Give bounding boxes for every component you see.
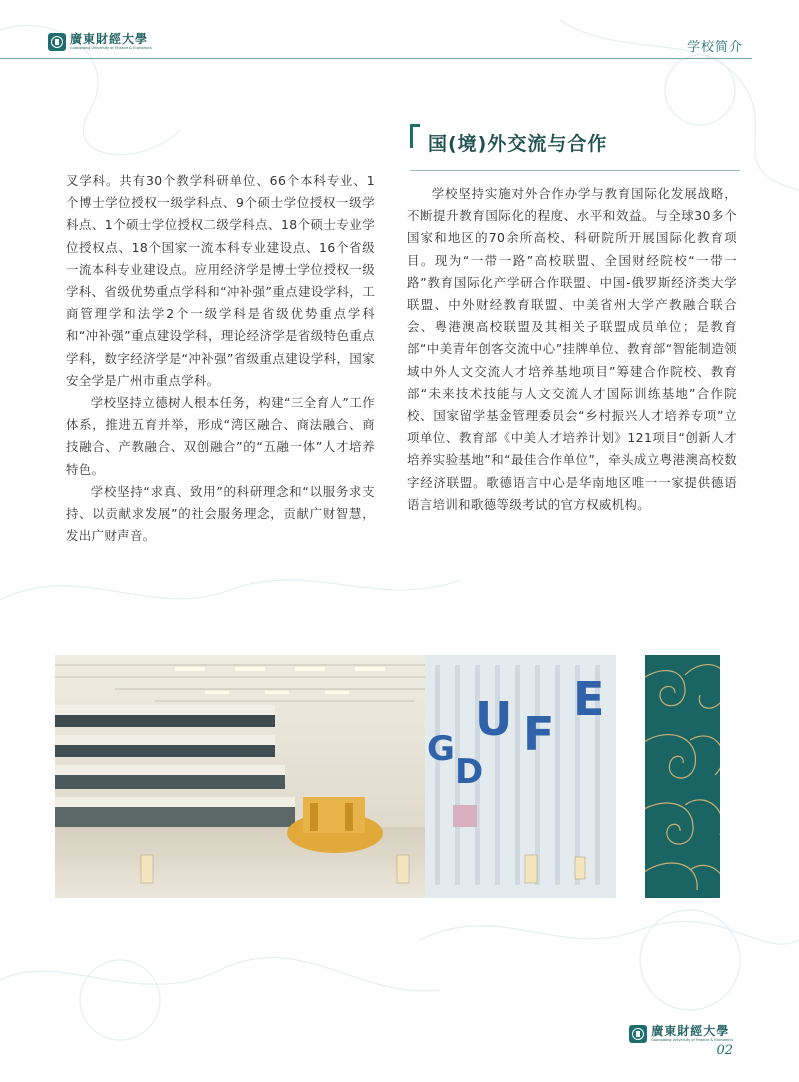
- campus-atrium-photo: [55, 655, 616, 898]
- paragraph: 学校坚持立德树人根本任务，构建“三全育人”工作体系，推进五育并举，形成“湾区融合、商法融合、商技融合、产教融合、双创融合”的“五融一体”人才培养特色。: [66, 395, 375, 477]
- page-number: 02: [716, 1043, 733, 1058]
- university-seal-icon: [48, 33, 66, 51]
- wall-letter: G: [427, 729, 455, 769]
- heading-divider: [410, 170, 740, 171]
- footer-logo-chinese-name: 廣東財經大學: [651, 1024, 730, 1038]
- footer-logo-english-name: Guangdong University of Finance & Economics: [651, 1038, 733, 1042]
- section-title: 国(境)外交流与合作: [428, 133, 608, 155]
- wall-letter: E: [573, 672, 605, 726]
- right-text-column: [407, 183, 737, 516]
- section-label: 学校简介: [686, 40, 743, 55]
- wall-letter: U: [475, 692, 513, 746]
- header-divider: [0, 58, 752, 59]
- university-seal-icon: [629, 1025, 647, 1043]
- page-header: [0, 0, 799, 64]
- paragraph: 学校坚持“求真、致用”的科研理念和“以服务求支持、以贡献求发展”的社会服务理念，贡献广财智慧，发出广财声音。: [66, 483, 375, 544]
- logo-chinese-name: 廣東財經大學: [70, 32, 149, 46]
- cloud-pattern-panel: [645, 655, 720, 898]
- heading-bracket-icon: [410, 124, 420, 148]
- university-logo: [48, 33, 152, 51]
- left-text-column: [66, 170, 375, 547]
- wall-letter: F: [523, 707, 555, 761]
- logo-english-name: Guangdong University of Finance & Economics: [70, 46, 152, 50]
- footer-logo: [629, 1025, 733, 1043]
- wall-letter: D: [455, 752, 484, 792]
- paragraph: 学校坚持实施对外合作办学与教育国际化发展战略，不断提升教育国际化的程度、水平和效益。与全球30多个国家和地区的70余所高校、科研院所开展国际化教育项目。现为“一带一路”高校联盟、全国财经院校“一带一路”教育国际化产学研合作联盟、中国-俄罗斯经济类大学联盟、中外财经教育联盟、中美省州大学产教融合联合会、粤港澳高校联盟及其相关子联盟成员单位；是教育部“中美青年创客交流中心”挂牌单位、教育部“智能制造领域中外人文交流人才培养基地项目”筹建合作院校、教育部“未来技术技能与人文交流人才国际训练基地”合作院校、国家留学基金管理委员会“乡村振兴人才培养专项”立项单位、教育部《中美人才培养计划》121项目“创新人才培养实验基地”和“最佳合作单位”，牵头成立粤港澳高校数字经济联盟。歌德语言中心是华南地区唯一一家提供德语语言培训和歌德等级考试的官方权威机构。: [407, 186, 737, 512]
- paragraph: 叉学科。共有30个教学科研单位、66个本科专业、1个博士学位授权一级学科点、9个硕士学位授权一级学科点、1个硕士学位授权二级学科点、18个硕士专业学位授权点、18个国家一流本科专业建设点、16个省级一流本科专业建设点。应用经济学是博士学位授权一级学科、省级优势重点学科和“冲补强”重点建设学科，工商管理学和法学2个一级学科是省级优势重点学科和“冲补强”重点建设学科，理论经济学是省级特色重点学科，数字经济学是“冲补强”省级重点建设学科，国家安全学是广州市重点学科。: [66, 173, 375, 388]
